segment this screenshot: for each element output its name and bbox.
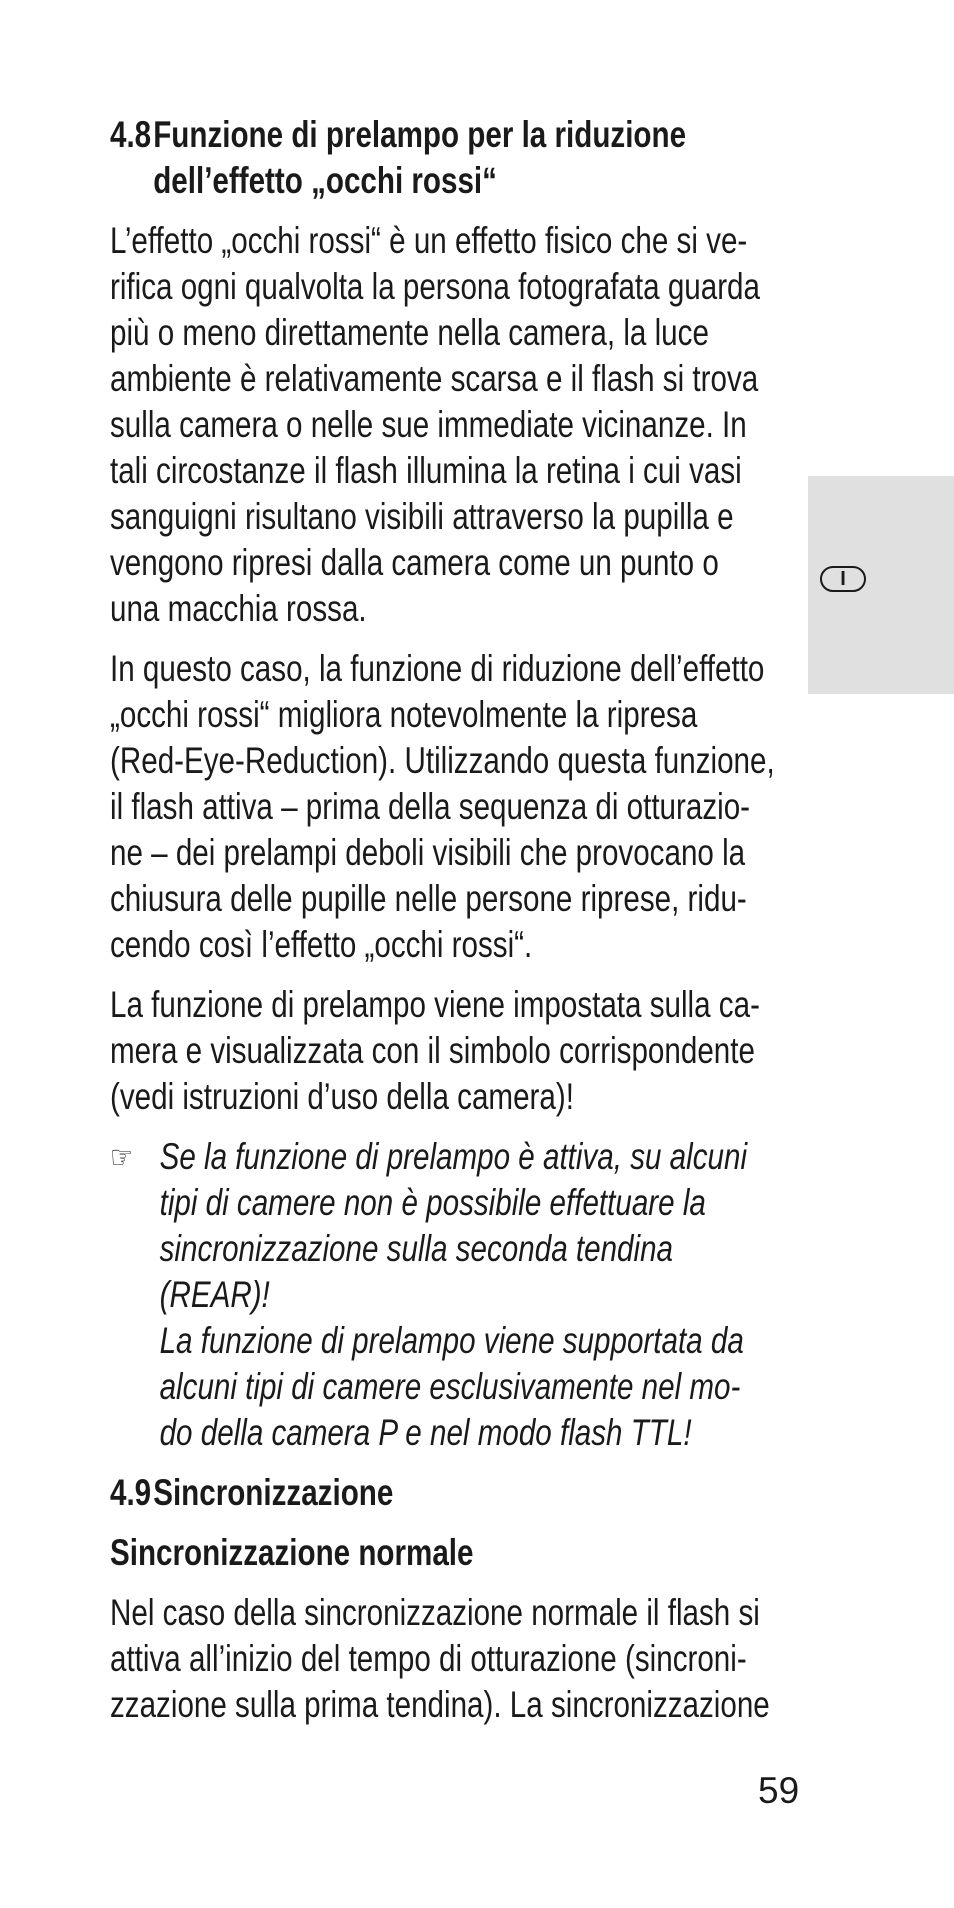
- paragraph-red-eye-reduction: In questo caso, la funzione di riduzione dell’effetto „occhi rossi“ migliora notevolmente la ripresa (Red-Eye-Reduction). Utilizzando questa funzione, il flash attiva – prima della sequenza di otturazio- ne – dei prelampi deboli visibili che provocano la chiusura delle pupille nelle persone riprese, ridu- cendo così l’effetto „occhi rossi“.: [110, 648, 775, 965]
- language-tab-label: I: [820, 566, 866, 592]
- page-number: 59: [758, 1770, 800, 1811]
- section-title-line1: Funzione di prelampo per la riduzione: [153, 114, 687, 155]
- paragraph-red-eye-effect: L’effetto „occhi rossi“ è un effetto fisico che si ve- rifica ogni qualvolta la persona fotografata guarda più o meno direttamente nella camera, la luce ambiente è relativamente scarsa e il flash si trova sulla camera o nelle sue immediate vicinanze. In tali circostanze il flash illumina la retina i cui vasi sanguigni risultano visibili attraverso la pupilla e vengono ripresi dalla camera come un punto o una macchia rossa.: [110, 220, 760, 629]
- note-block: [110, 1134, 800, 1456]
- section-title-line2: dell’effetto „occhi rossi“: [153, 160, 497, 201]
- page-content: [110, 112, 800, 1742]
- paragraph-camera-setting: La funzione di prelampo viene impostata sulla ca- mera e visualizzata con il simbolo corrispondente (vedi istruzioni d’uso della camera)!: [110, 984, 760, 1117]
- note-text: Se la funzione di prelampo è attiva, su alcuni tipi di camere non è possibile effettuare la sincronizzazione sulla seconda tendina (REAR)! La funzione di prelampo viene supportata da alcuni tipi di camere esclusivamente nel mo- do della camera P e nel modo flash TTL!: [159, 1136, 748, 1453]
- paragraph-normal-sync: Nel caso della sincronizzazione normale il flash si attiva all’inizio del tempo di otturazione (sincroni- zzazione sulla prima tendina). La sincronizzazione: [110, 1592, 770, 1725]
- section-number: 4.9: [110, 1472, 152, 1513]
- section-heading-4-8: [110, 112, 800, 204]
- section-title: [153, 112, 686, 204]
- subheading-normal-sync: Sincronizzazione normale: [110, 1532, 474, 1573]
- section-number: 4.8: [110, 114, 152, 155]
- pointing-hand-icon: ☞: [110, 1139, 133, 1175]
- text-column: [110, 112, 800, 1742]
- section-title: Sincronizzazione: [153, 1472, 394, 1513]
- section-heading-4-9: [110, 1470, 800, 1516]
